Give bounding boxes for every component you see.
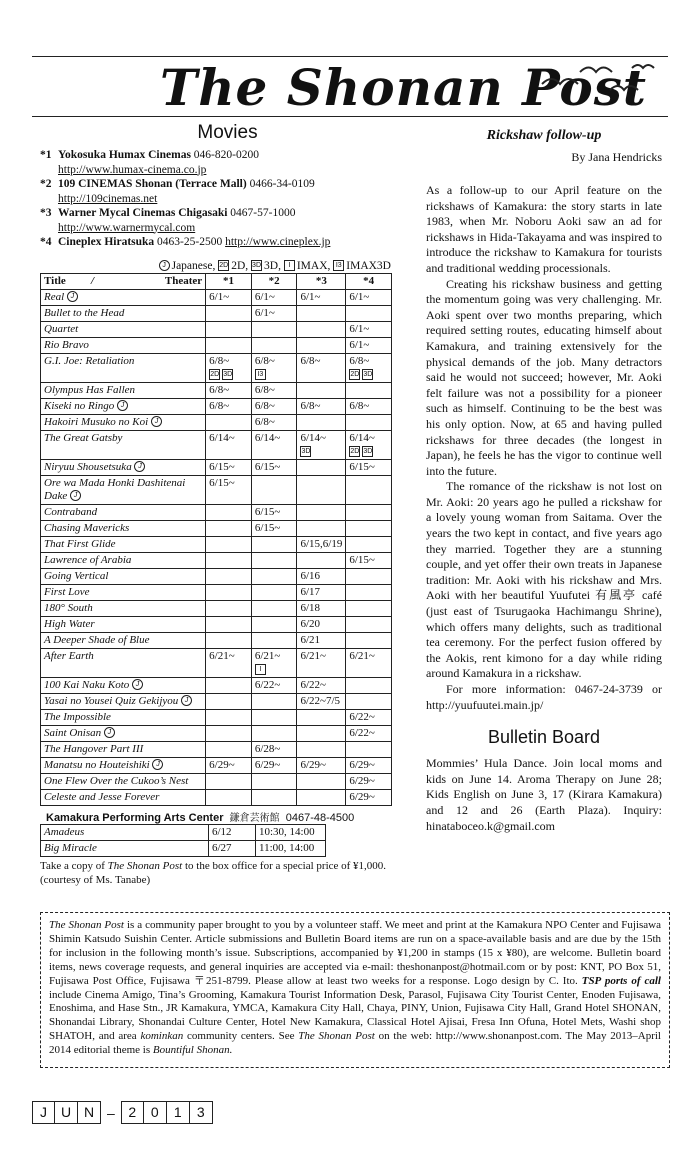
movie-title: Ore wa Mada Honki Dashitenai Dake J — [41, 475, 206, 504]
showing-date: 6/15~ — [206, 459, 252, 475]
movie-title: That First Glide — [41, 536, 206, 552]
table-row — [41, 584, 392, 600]
showing-date — [346, 616, 392, 632]
date-digit: 3 — [190, 1101, 213, 1124]
bulletin-heading: Bulletin Board — [487, 727, 601, 748]
showing-date — [206, 584, 252, 600]
article-paragraph: As a follow-up to our April feature on the rickshaws of Kamakura: the story starts in late 1983, when Mr. Noboru Aoki saw an ad for rickshaws in Hida-Takayama and was inspired to introduce the rickshaw to Kamakura for tourists and traditional wedding processionals. — [426, 183, 662, 275]
showing-date: 6/29~ — [346, 773, 392, 789]
showing-date: 6/8~ I3 — [251, 353, 297, 382]
theater-phone: 046-820-0200 — [193, 149, 259, 161]
date-digit: 1 — [167, 1101, 190, 1124]
performing-arts-heading: Kamakura Performing Arts Center 鎌倉芸術館 0467-48-4500 — [46, 811, 355, 824]
format-symbol-icon: 2D — [350, 447, 360, 455]
showing-date — [206, 709, 252, 725]
showing-date — [297, 305, 346, 321]
movie-title: Lawrence of Arabia — [41, 552, 206, 568]
table-row — [41, 725, 392, 741]
table-row — [41, 504, 392, 520]
japanese-symbol-icon: J — [104, 727, 115, 738]
showing-date: 6/22~7/5 — [297, 693, 346, 709]
table-row — [41, 552, 392, 568]
showing-date — [297, 475, 346, 504]
showing-date: 6/1~ — [206, 289, 252, 305]
showing-date — [206, 693, 252, 709]
movie-title: Celeste and Jesse Forever — [41, 789, 206, 805]
table-row — [41, 520, 392, 536]
showing-date — [346, 693, 392, 709]
showing-date — [251, 475, 297, 504]
performing-arts-table — [40, 824, 326, 857]
showing-date — [346, 382, 392, 398]
showing-date — [206, 600, 252, 616]
table-row — [41, 321, 392, 337]
showing-date: 6/15~ — [251, 520, 297, 536]
showing-date — [251, 616, 297, 632]
issue-date — [32, 1101, 213, 1124]
date-digit: 0 — [144, 1101, 167, 1124]
performance-title: Big Miracle — [41, 840, 209, 856]
format-symbol-icon: 3D — [363, 447, 373, 455]
showing-date: 6/14~ — [251, 430, 297, 459]
showing-date: 6/15~ — [251, 504, 297, 520]
bulletin-text: Mommies’ Hula Dance. Join local moms and kids on June 14. Aroma Therapy on June 28; Kids English on June 3, 17 (Kirara Kamakura) and 12 and 26 (Earth Plaza). Inquiry: hinataboceo.k@gmail.com — [426, 756, 662, 833]
showing-date: 6/29~ — [297, 757, 346, 773]
showing-date: 6/22~ — [346, 709, 392, 725]
showing-date: 6/1~ — [297, 289, 346, 305]
theater-number: *2 — [40, 178, 52, 190]
legend-label: Japanese, — [171, 259, 216, 272]
showing-date: 6/1~ — [251, 305, 297, 321]
movie-title: The Great Gatsby — [41, 430, 206, 459]
movie-title: Rio Bravo — [41, 337, 206, 353]
table-row — [41, 600, 392, 616]
legend-label: IMAX3D — [346, 259, 391, 272]
showing-date: 6/21~ — [346, 648, 392, 677]
movie-title: G.I. Joe: Retaliation — [41, 353, 206, 382]
date-letter: J — [32, 1101, 55, 1124]
showing-date — [206, 504, 252, 520]
japanese-symbol-icon: J — [134, 461, 145, 472]
showing-date — [251, 632, 297, 648]
movies-column — [40, 122, 395, 887]
theater-name: Cineplex Hiratsuka — [58, 236, 155, 248]
showing-date: 6/17 — [297, 584, 346, 600]
table-row — [41, 773, 392, 789]
date-dash: – — [107, 1104, 115, 1121]
showing-date: 6/8~ — [297, 398, 346, 414]
showing-date: 6/29~ — [346, 757, 392, 773]
showing-date: 6/8~ 2D 3D — [206, 353, 252, 382]
theater-phone: 0467-57-1000 — [230, 207, 296, 219]
performance-date: 6/12 — [209, 824, 256, 840]
format-legend — [40, 260, 395, 272]
showing-date — [206, 337, 252, 353]
format-symbol-icon: I — [255, 664, 266, 675]
theater-1-header: *1 — [206, 273, 252, 289]
showing-date: 6/22~ — [251, 677, 297, 693]
table-row — [41, 757, 392, 773]
format-symbol-icon: 2D — [219, 262, 229, 270]
japanese-symbol-icon: J — [132, 679, 143, 690]
showing-date — [297, 337, 346, 353]
movie-title: Chasing Mavericks — [41, 520, 206, 536]
theater-link[interactable]: http://www.cineplex.jp — [225, 236, 331, 248]
title-theater-header: Title / Theater — [41, 273, 206, 289]
showing-date — [297, 382, 346, 398]
showing-date — [251, 321, 297, 337]
showing-date — [206, 773, 252, 789]
table-row — [41, 536, 392, 552]
format-symbol-icon: J — [159, 260, 170, 271]
table-row — [41, 648, 392, 677]
japanese-symbol-icon: J — [181, 695, 192, 706]
table-row — [41, 568, 392, 584]
legend-label: IMAX, — [296, 259, 331, 272]
showing-date — [251, 568, 297, 584]
performing-arts-note: Take a copy of The Shonan Post to the box office for a special price of ¥1,000. (courtesy of Ms. Tanabe) — [40, 859, 387, 886]
showing-date — [251, 536, 297, 552]
showing-date: 6/8~ — [251, 398, 297, 414]
showing-date: 6/15~ — [346, 459, 392, 475]
showing-date — [297, 504, 346, 520]
table-row — [41, 789, 392, 805]
showing-date: 6/22~ — [297, 677, 346, 693]
showing-date: 6/29~ — [206, 757, 252, 773]
japanese-symbol-icon: J — [70, 490, 81, 501]
showing-date: 6/21 — [297, 632, 346, 648]
format-symbol-icon: 2D — [210, 370, 220, 378]
showing-date — [297, 725, 346, 741]
article-paragraph: Creating his rickshaw business and getting the momentum going was very challenging. Mr. Aoki spent over two months preparing, which required setting routes, educating himself about Kamakura, and training extensively for the physical demands of the job. Many detractors said he would not succeed; however, Mr. Aoki felt failure was not a possibility for a pioneer such as himself. Continuing to be the best was his only option. Now, at 65 and having pulled rickshaws for three decades (the longest in Japan), he feels he has the vigor to continue well into the future. — [426, 276, 662, 478]
showing-date: 6/8~ 2D 3D — [346, 353, 392, 382]
movie-title: 100 Kai Naku Koto J — [41, 677, 206, 693]
showing-date — [297, 709, 346, 725]
showing-date — [206, 725, 252, 741]
table-row — [41, 741, 392, 757]
format-symbol-icon: I — [284, 260, 295, 271]
showing-date: 6/15~ — [206, 475, 252, 504]
showing-date — [346, 504, 392, 520]
table-row — [41, 677, 392, 693]
japanese-symbol-icon: J — [151, 416, 162, 427]
showing-date — [297, 552, 346, 568]
showing-date — [206, 414, 252, 430]
movie-title: Manatsu no Houteishiki J — [41, 757, 206, 773]
theater-list — [40, 148, 395, 250]
masthead-rule-bottom — [32, 116, 668, 117]
article-paragraph: For more information: 0467-24-3739 or http://yuufuutei.main.jp/ — [426, 682, 662, 712]
format-symbol-icon: 2D — [350, 370, 360, 378]
theater-link[interactable]: http://www.warnermycal.com — [58, 221, 196, 234]
showing-date: 6/8~ — [206, 398, 252, 414]
showing-date: 6/15~ — [251, 459, 297, 475]
theater-number: *3 — [40, 207, 52, 219]
date-letter: N — [78, 1101, 101, 1124]
movie-schedule-table — [40, 273, 392, 806]
movie-title: Niryuu Shousetsuka J — [41, 459, 206, 475]
showing-date — [346, 584, 392, 600]
showing-date — [206, 616, 252, 632]
format-symbol-icon: I3 — [333, 260, 344, 271]
showing-date: 6/8~ — [297, 353, 346, 382]
showing-date — [206, 552, 252, 568]
showing-date — [251, 773, 297, 789]
showing-date — [297, 321, 346, 337]
showing-date: 6/20 — [297, 616, 346, 632]
showing-date — [297, 414, 346, 430]
format-symbol-icon: I3 — [255, 369, 266, 380]
showing-date: 6/1~ — [346, 337, 392, 353]
showing-date — [251, 584, 297, 600]
table-row — [41, 840, 326, 856]
theater-entry — [40, 206, 395, 221]
showing-date: 6/1~ — [251, 289, 297, 305]
japanese-symbol-icon: J — [117, 400, 128, 411]
showing-date — [251, 693, 297, 709]
showing-date: 6/8~ — [206, 382, 252, 398]
performance-date: 6/27 — [209, 840, 256, 856]
movie-title: The Hangover Part III — [41, 741, 206, 757]
theater-number: *4 — [40, 236, 52, 248]
table-row — [41, 459, 392, 475]
movie-title: Contraband — [41, 504, 206, 520]
table-row — [41, 475, 392, 504]
movie-title: 180° South — [41, 600, 206, 616]
masthead-rule-top — [32, 56, 668, 57]
movie-title: Olympus Has Fallen — [41, 382, 206, 398]
movies-heading: Movies — [197, 122, 258, 143]
table-row — [41, 824, 326, 840]
showing-date — [251, 725, 297, 741]
table-row — [41, 353, 392, 382]
birds-icon — [540, 60, 660, 100]
movie-title: One Flew Over the Cukoo’s Nest — [41, 773, 206, 789]
movie-title: Yasai no Yousei Quiz Gekijyou J — [41, 693, 206, 709]
theater-2-header: *2 — [251, 273, 297, 289]
showing-date — [251, 600, 297, 616]
showing-date: 6/14~ — [206, 430, 252, 459]
showing-date — [206, 321, 252, 337]
table-row — [41, 693, 392, 709]
japanese-symbol-icon: J — [152, 759, 163, 770]
showing-date — [206, 536, 252, 552]
theater-name: Warner Mycal Cinemas Chigasaki — [58, 207, 228, 219]
theater-3-header: *3 — [297, 273, 346, 289]
showing-date — [251, 552, 297, 568]
table-row — [41, 398, 392, 414]
showing-date — [206, 520, 252, 536]
showing-date: 6/1~ — [346, 321, 392, 337]
movie-title: Kiseki no Ringo J — [41, 398, 206, 414]
showing-date — [251, 789, 297, 805]
theater-phone: 0463-25-2500 — [157, 236, 223, 248]
movie-title: High Water — [41, 616, 206, 632]
movie-title: The Impossible — [41, 709, 206, 725]
rickshaw-byline: By Jana Hendricks — [571, 150, 662, 164]
table-row — [41, 616, 392, 632]
theater-link[interactable]: http://109cinemas.net — [58, 192, 158, 205]
japanese-symbol-icon: J — [67, 291, 78, 302]
showing-date — [297, 520, 346, 536]
showing-date: 6/15,6/19 — [297, 536, 346, 552]
table-row — [41, 382, 392, 398]
showing-date: 6/8~ — [251, 414, 297, 430]
showing-date — [346, 536, 392, 552]
showing-date — [297, 773, 346, 789]
legend-label: 2D, — [231, 259, 249, 272]
showing-date: 6/22~ — [346, 725, 392, 741]
showing-date: 6/29~ — [346, 789, 392, 805]
theater-phone: 0466-34-0109 — [249, 178, 315, 190]
masthead-title: The Shonan Post — [160, 58, 647, 117]
theater-link[interactable]: http://www.humax-cinema.co.jp — [58, 163, 207, 176]
showing-date: 6/16 — [297, 568, 346, 584]
masthead-info-box: The Shonan Post is a community paper brought to you by a volunteer staff. We meet and print at the Kamakura NPO Center and Fujisawa Shimin Katsudo Suishin Center. Article submissions and Bulletin Board items are run on a space-available basis and are due by the 15th for inclusion in the following month’s issue. Subscriptions, accompanied by ¥1,200 in stamps (15 x ¥80), are welcome. Bulletin board items, news coverage requests, and general inquiries are accepted via e-mail: theshonanpost@hotmail.com or by post: KNT, PO Box 51, Fujisawa Post Office, Fujisawa 〒251-8799. Please allow at least two weeks for a response. Logo design by C. Ito. TSP ports of call include Cinema Amigo, Tina’s Grooming, Kamakura Tourist Information Desk, Parasol, Fujisawa City Tourist Center, Enoden Fujisawa, Enoshima, and Hase Stn., JR Kamakura, YMCA, Kamakura City Hall, Chaya, PINY, Union, Fujisawa City Hall, Grand Hotel SHONAN, Shonandai Library, Shonandai Culture Center, Hotel New Kamakura, Classical Hotel Ajisai, Fresa Inn Ofuna, Hotel Mets, Washi shop SHATOH, and area kominkan community centers. See The Shonan Post on the web: http://www.shonanpost.com. The May 2013–April 2014 editorial theme is Bountiful Shonan. — [40, 912, 670, 1068]
showing-date: 6/21~ — [206, 648, 252, 677]
showing-date: 6/8~ — [346, 398, 392, 414]
format-symbol-icon: 3D — [252, 262, 261, 270]
showing-date — [346, 741, 392, 757]
showing-date: 6/14~ 2D 3D — [346, 430, 392, 459]
showing-date — [206, 741, 252, 757]
showing-date: 6/28~ — [251, 741, 297, 757]
articles-column — [426, 122, 662, 834]
performance-title: Amadeus — [41, 824, 209, 840]
rickshaw-article — [426, 183, 662, 713]
article-paragraph: The romance of the rickshaw is not lost on Mr. Aoki: 20 years ago he pulled a rickshaw for a lovely young woman from Saitama. Over the years the two kept in contact, and five years ago they married. Together they are a stunning couple, and yet offer their own treats in Japanese tradition: Mr. Aoki with his rickshaw and Mrs. Aoki with her beautiful Yuufutei 有風亭 café (just east of Tsurugaoka Hachimangu Shrine), which offers many delights, such as traditional tea ceremony. For the perfect fusion offered by the Aokis, rent kimono for a day while riding around Kamakura in a rickshaw. — [426, 479, 662, 681]
movie-title: Going Vertical — [41, 568, 206, 584]
showing-date: 6/15~ — [346, 552, 392, 568]
movie-title: Bullet to the Head — [41, 305, 206, 321]
theater-number: *1 — [40, 149, 52, 161]
table-row — [41, 305, 392, 321]
showing-date — [346, 475, 392, 504]
movie-title: Quartet — [41, 321, 206, 337]
showing-date — [346, 677, 392, 693]
theater-name: 109 CINEMAS Shonan (Terrace Mall) — [58, 178, 247, 190]
format-symbol-icon: 3D — [223, 370, 233, 378]
showing-date — [206, 305, 252, 321]
movie-title: Saint Onisan J — [41, 725, 206, 741]
movie-title: After Earth — [41, 648, 206, 677]
showing-date — [346, 520, 392, 536]
table-row — [41, 414, 392, 430]
showing-date — [206, 568, 252, 584]
showing-date — [206, 789, 252, 805]
format-symbol-icon: 3D — [363, 370, 373, 378]
showing-date — [346, 305, 392, 321]
date-digit: 2 — [121, 1101, 144, 1124]
movie-title: First Love — [41, 584, 206, 600]
movie-title: Real J — [41, 289, 206, 305]
showing-date: 6/21~ I — [251, 648, 297, 677]
showing-date — [206, 632, 252, 648]
movie-title: Hakoiri Musuko no Koi J — [41, 414, 206, 430]
theater-entry — [40, 148, 395, 163]
theater-name: Yokosuka Humax Cinemas — [58, 149, 191, 161]
performance-times: 10:30, 14:00 — [256, 824, 326, 840]
showing-date — [346, 414, 392, 430]
table-row — [41, 709, 392, 725]
showing-date — [206, 677, 252, 693]
showing-date — [251, 709, 297, 725]
showing-date — [297, 741, 346, 757]
date-letter: U — [55, 1101, 78, 1124]
format-symbol-icon: 3D — [301, 447, 311, 455]
showing-date — [251, 337, 297, 353]
table-header-row — [41, 273, 392, 289]
theater-entry — [40, 235, 395, 250]
table-row — [41, 289, 392, 305]
showing-date: 6/1~ — [346, 289, 392, 305]
movie-title: A Deeper Shade of Blue — [41, 632, 206, 648]
table-row — [41, 632, 392, 648]
table-row — [41, 337, 392, 353]
showing-date — [346, 632, 392, 648]
showing-date: 6/8~ — [251, 382, 297, 398]
theater-4-header: *4 — [346, 273, 392, 289]
showing-date — [297, 459, 346, 475]
showing-date: 6/29~ — [251, 757, 297, 773]
showing-date: 6/18 — [297, 600, 346, 616]
showing-date — [346, 568, 392, 584]
showing-date: 6/21~ — [297, 648, 346, 677]
showing-date — [297, 789, 346, 805]
rickshaw-title: Rickshaw follow-up — [486, 128, 602, 143]
theater-entry — [40, 177, 395, 192]
table-row — [41, 430, 392, 459]
legend-label: 3D, — [264, 259, 281, 272]
performance-times: 11:00, 14:00 — [256, 840, 326, 856]
showing-date — [346, 600, 392, 616]
showing-date: 6/14~ 3D — [297, 430, 346, 459]
